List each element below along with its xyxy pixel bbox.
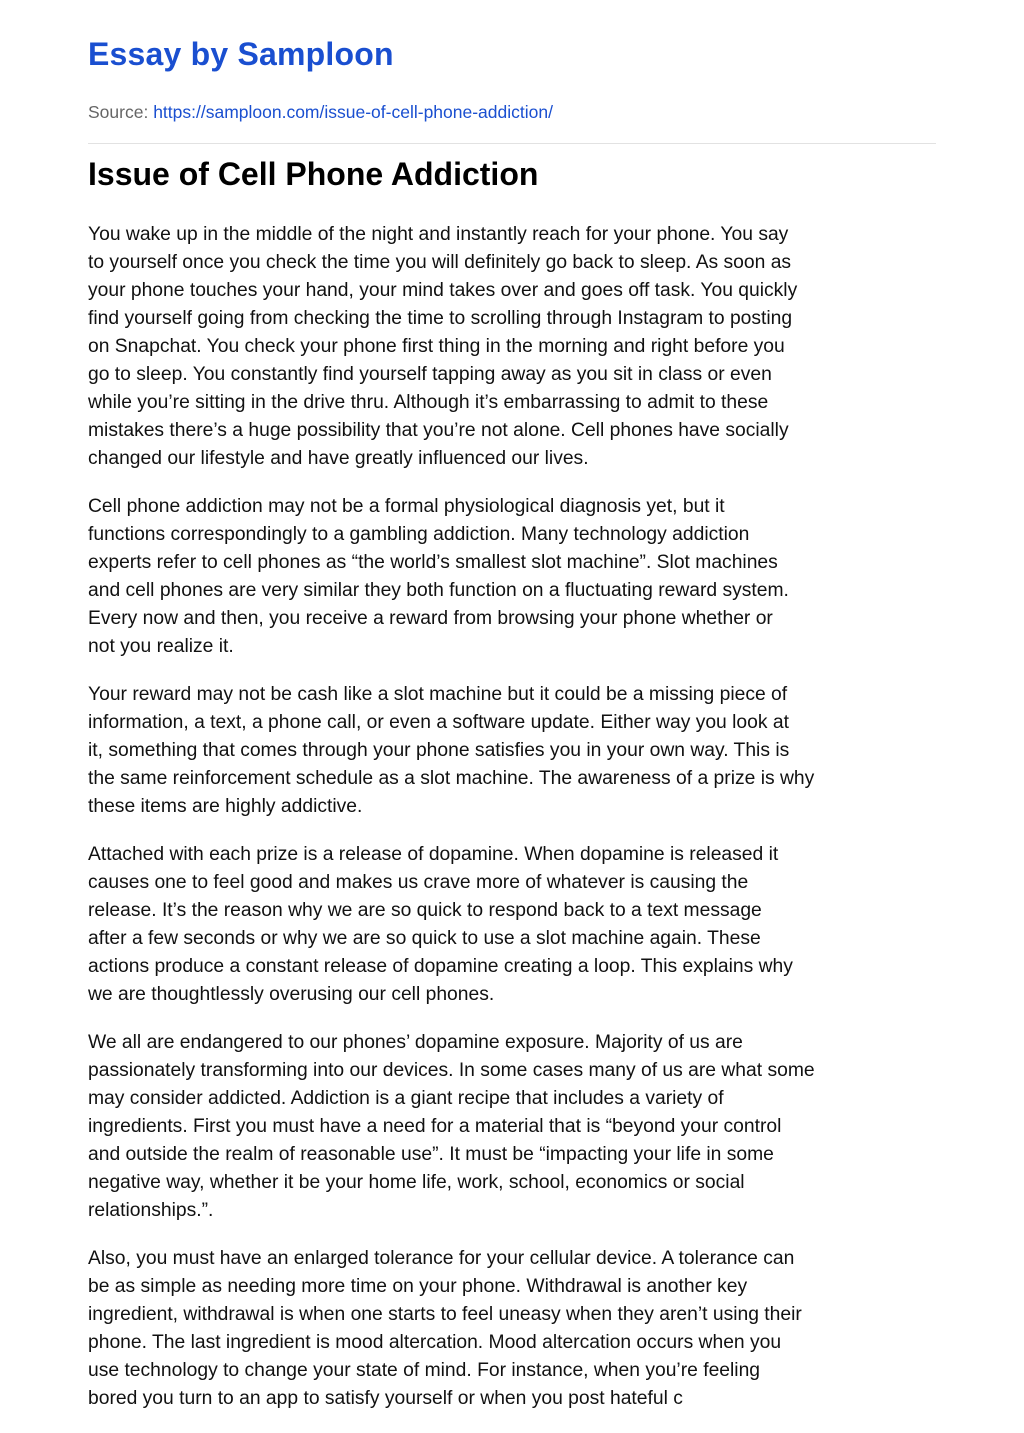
- paragraph-line: after a few seconds or why we are so quick to use a slot machine again. These: [88, 928, 761, 949]
- paragraph-line: not you realize it.: [88, 636, 234, 657]
- paragraph-line: we are thoughtlessly overusing our cell phones.: [88, 984, 495, 1005]
- essay-paragraph: [88, 493, 948, 661]
- paragraph-line: go to sleep. You constantly find yourself tapping away as you sit in class or even: [88, 364, 772, 385]
- paragraph-line: your phone touches your hand, your mind takes over and goes off task. You quickly: [88, 280, 798, 301]
- essay-body: [88, 221, 948, 1433]
- paragraph-line: and cell phones are very similar they both function on a fluctuating reward system.: [88, 580, 789, 601]
- essay-paragraph: [88, 1029, 948, 1225]
- paragraph-line: information, a text, a phone call, or even a software update. Either way you look at: [88, 712, 789, 733]
- paragraph-line: We all are endangered to our phones’ dopamine exposure. Majority of us are: [88, 1032, 743, 1053]
- paragraph-line: You wake up in the middle of the night and instantly reach for your phone. You say: [88, 224, 789, 245]
- paragraph-line: while you’re sitting in the drive thru. Although it’s embarrassing to admit to these: [88, 392, 769, 413]
- paragraph-line: use technology to change your state of mind. For instance, when you’re feeling: [88, 1360, 761, 1381]
- paragraph-line: these items are highly addictive.: [88, 796, 363, 817]
- paragraph-line: bored you turn to an app to satisfy yourself or when you post hateful c: [88, 1388, 683, 1409]
- paragraph-line: find yourself going from checking the time to scrolling through Instagram to posting: [88, 308, 793, 329]
- paragraph-line: actions produce a constant release of dopamine creating a loop. This explains why: [88, 956, 793, 977]
- paragraph-line: Cell phone addiction may not be a formal physiological diagnosis yet, but it: [88, 496, 725, 517]
- paragraph-line: ingredients. First you must have a need for a material that is “beyond your control: [88, 1116, 782, 1137]
- paragraph-line: causes one to feel good and makes us crave more of whatever is causing the: [88, 872, 749, 893]
- essay-paragraph: [88, 841, 948, 1009]
- paragraph-line: the same reinforcement schedule as a slot machine. The awareness of a prize is why: [88, 768, 815, 789]
- paragraph-line: experts refer to cell phones as “the world’s smallest slot machine”. Slot machines: [88, 552, 778, 573]
- paragraph-line: passionately transforming into our devices. In some cases many of us are what some: [88, 1060, 815, 1081]
- paragraph-line: functions correspondingly to a gambling addiction. Many technology addiction: [88, 524, 750, 545]
- paragraph-line: Every now and then, you receive a reward from browsing your phone whether or: [88, 608, 773, 629]
- paragraph-line: on Snapchat. You check your phone first thing in the morning and right before you: [88, 336, 785, 357]
- paragraph-line: and outside the realm of reasonable use”. It must be “impacting your life in some: [88, 1144, 774, 1165]
- paragraph-line: phone. The last ingredient is mood altercation. Mood altercation occurs when you: [88, 1332, 782, 1353]
- paragraph-line: relationships.”.: [88, 1200, 214, 1221]
- essay-title: Issue of Cell Phone Addiction: [88, 156, 539, 192]
- paragraph-line: to yourself once you check the time you will definitely go back to sleep. As soon as: [88, 252, 792, 273]
- paragraph-line: ingredient, withdrawal is when one starts to feel uneasy when they aren’t using their: [88, 1304, 802, 1325]
- divider: [88, 143, 936, 144]
- site-brand: Essay by Samploon: [88, 36, 394, 72]
- paragraph-line: Your reward may not be cash like a slot machine but it could be a missing piece of: [88, 684, 788, 705]
- essay-paragraph: [88, 681, 948, 821]
- paragraph-line: be as simple as needing more time on your phone. Withdrawal is another key: [88, 1276, 748, 1297]
- paragraph-line: mistakes there’s a huge possibility that you’re not alone. Cell phones have socially: [88, 420, 789, 441]
- paragraph-line: Also, you must have an enlarged tolerance for your cellular device. A tolerance can: [88, 1248, 795, 1269]
- essay-paragraph: [88, 1245, 948, 1413]
- source-label: Source:: [88, 102, 149, 122]
- paragraph-line: negative way, whether it be your home life, work, school, economics or social: [88, 1172, 745, 1193]
- paragraph-line: release. It’s the reason why we are so quick to respond back to a text message: [88, 900, 762, 921]
- essay-paragraph: [88, 221, 948, 473]
- source-line: [88, 102, 553, 123]
- paragraph-line: it, something that comes through your phone satisfies you in your own way. This is: [88, 740, 790, 761]
- paragraph-line: changed our lifestyle and have greatly influenced our lives.: [88, 448, 589, 469]
- source-link[interactable]: https://samploon.com/issue-of-cell-phone-addiction/: [153, 102, 553, 122]
- paragraph-line: may consider addicted. Addiction is a giant recipe that includes a variety of: [88, 1088, 724, 1109]
- paragraph-line: Attached with each prize is a release of dopamine. When dopamine is released it: [88, 844, 779, 865]
